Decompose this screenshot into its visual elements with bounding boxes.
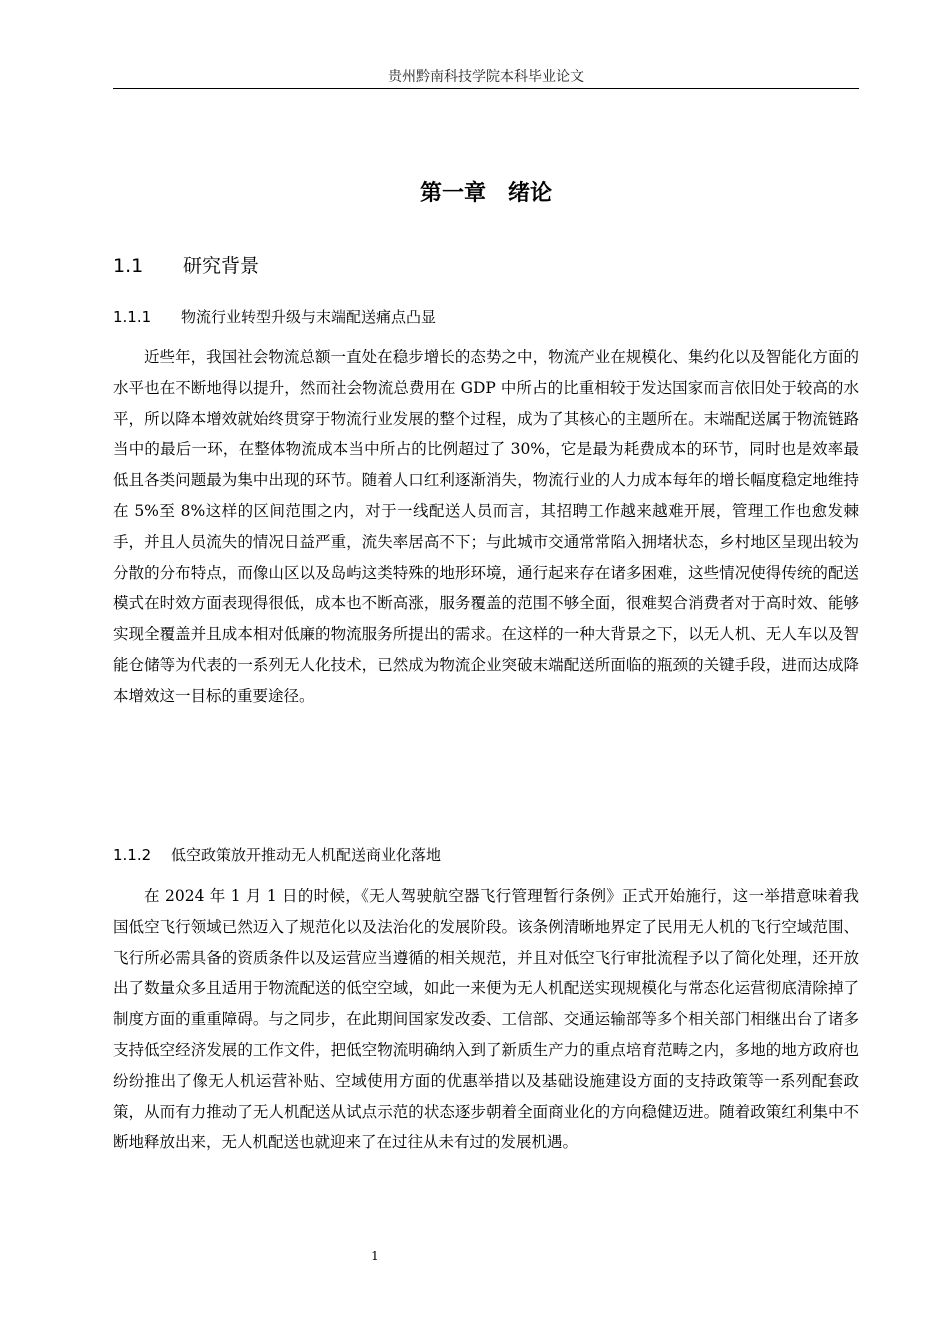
running-header bbox=[113, 68, 859, 89]
subsection-number: 1.1.1 bbox=[113, 308, 152, 326]
subsection-heading-1-1-1 bbox=[113, 305, 436, 329]
body-paragraph-1-1-1: 近些年，我国社会物流总额一直处在稳步增长的态势之中，物流产业在规模化、集约化以及智能化方面的水平也在不断地得以提升，然而社会物流总费用在 GDP 中所占的比重相较于发达国家而言依旧处于较高的水平，所以降本增效就始终贯穿于物流行业发展的整个过程，成为了其核心的主题所在。末端配送属于物流链路当中的最后一环，在整体物流成本当中所占的比例超过了 30%，它是最为耗费成本的环节，同时也是效率最低且各类问题最为集中出现的环节。随着人口红利逐渐消失，物流行业的人力成本每年的增长幅度稳定地维持在 5%至 8%这样的区间范围之内，对于一线配送人员而言，其招聘工作越来越难开展，管理工作也愈发棘手，并且人员流失的情况日益严重，流失率居高不下；与此城市交通常常陷入拥堵状态，乡村地区呈现出较为分散的分布特点，而像山区以及岛屿这类特殊的地形环境，通行起来存在诸多困难，这些情况使得传统的配送模式在时效方面表现得很低，成本也不断高涨，服务覆盖的范围不够全面，很难契合消费者对于高时效、能够实现全覆盖并且成本相对低廉的物流服务所提出的需求。在这样的一种大背景之下，以无人机、无人车以及智能仓储等为代表的一系列无人化技术，已然成为物流企业突破末端配送所面临的瓶颈的关键手段，进而达成降本增效这一目标的重要途径。 bbox=[113, 348, 859, 705]
running-header-title: 贵州黔南科技学院本科毕业论文 bbox=[388, 69, 584, 85]
body-paragraph-1-1-2: 在 2024 年 1 月 1 日的时候，《无人驾驶航空器飞行管理暂行条例》正式开始施行，这一举措意味着我国低空飞行领域已然迈入了规范化以及法治化的发展阶段。该条例清晰地界定了民用无人机的飞行空域范围、飞行所必需具备的资质条件以及运营应当遵循的相关规范，并且对低空飞行审批流程予以了简化处理，还开放出了数量众多且适用于物流配送的低空空域，如此一来便为无人机配送实现规模化与常态化运营彻底清除掉了制度方面的重重障碍。与之同步，在此期间国家发改委、工信部、交通运输部等多个相关部门相继出台了诸多支持低空经济发展的工作文件，把低空物流明确纳入到了新质生产力的重点培育范畴之内，多地的地方政府也纷纷推出了像无人机运营补贴、空域使用方面的优惠举措以及基础设施建设方面的支持政策等一系列配套政策，从而有力推动了无人机配送从试点示范的状态逐步朝着全面商业化的方向稳健迈进。随着政策红利集中不断地释放出来，无人机配送也就迎来了在过往从未有过的发展机遇。 bbox=[113, 887, 859, 1152]
section-heading-1-1 bbox=[113, 252, 259, 280]
section-number: 1.1 bbox=[113, 255, 144, 277]
subsection-number: 1.1.2 bbox=[113, 846, 152, 864]
page-number: 1 bbox=[371, 1249, 379, 1263]
subsection-heading-1-1-2 bbox=[113, 843, 441, 867]
chapter-title: 第一章 绪论 bbox=[419, 181, 552, 206]
subsection-title: 低空政策放开推动无人机配送商业化落地 bbox=[171, 846, 442, 864]
subsection-title: 物流行业转型升级与末端配送痛点凸显 bbox=[181, 308, 437, 326]
section-title: 研究背景 bbox=[183, 255, 260, 277]
